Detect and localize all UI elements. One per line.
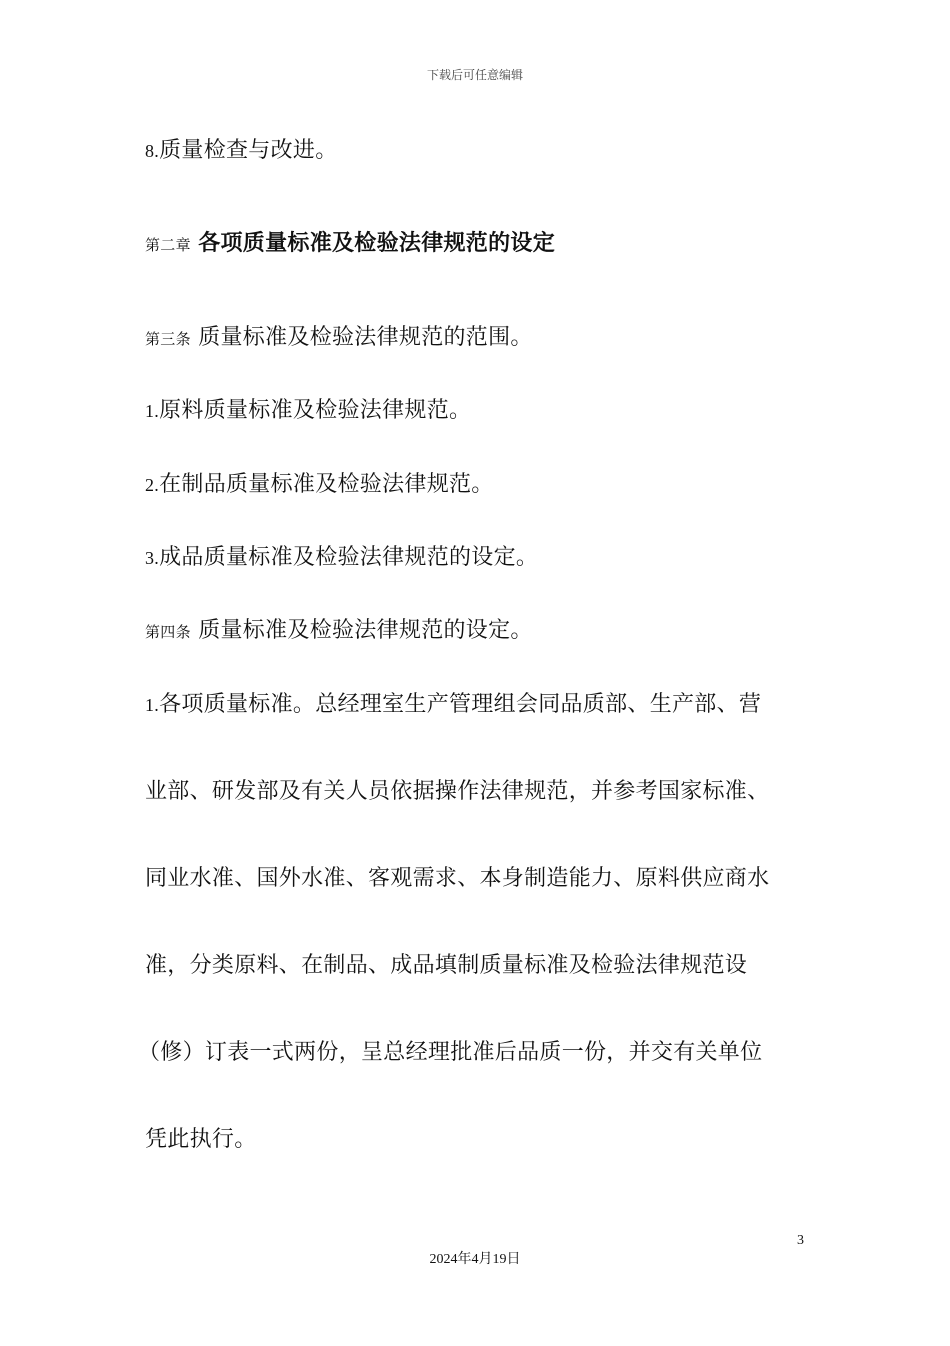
chapter-heading — [145, 229, 810, 260]
paragraph-text: 各项质量标准。总经理室生产管理组会同品质部、生产部、营 — [159, 692, 762, 717]
article-label: 第四条 — [145, 623, 191, 641]
chapter-label: 第二章 — [145, 236, 191, 254]
paragraph-line-2: 业部、研发部及有关人员依据操作法律规范，并参考国家标准、 — [145, 779, 770, 804]
paragraph-line-1 — [145, 690, 810, 720]
paragraph-line-6: 凭此执行。 — [145, 1127, 257, 1152]
list-number: 2. — [145, 475, 160, 495]
article-label: 第三条 — [145, 330, 191, 348]
list-text: 质量检查与改进。 — [159, 138, 338, 163]
chapter-title: 各项质量标准及检验法律规范的设定 — [198, 231, 556, 256]
article-text: 质量标准及检验法律规范的设定。 — [198, 618, 533, 643]
list-number: 1. — [145, 401, 160, 421]
page-number: 3 — [797, 1233, 804, 1248]
list-item-8 — [145, 136, 810, 166]
list-number: 3. — [145, 548, 160, 568]
footer-date: 2024年4月19日 — [429, 1252, 521, 1267]
paragraph-line-3: 同业水准、国外水准、客观需求、本身制造能力、原料供应商水 — [145, 866, 770, 891]
header-note: 下载后可任意编辑 — [426, 68, 523, 82]
list-text: 成品质量标准及检验法律规范的设定。 — [159, 545, 539, 570]
paragraph-line-4: 准，分类原料、在制品、成品填制质量标准及检验法律规范设 — [145, 953, 748, 978]
list-item-1 — [145, 396, 810, 426]
article-3 — [145, 323, 810, 354]
article-text: 质量标准及检验法律规范的范围。 — [198, 325, 533, 350]
list-number: 1. — [145, 695, 160, 715]
list-number: 8. — [145, 141, 160, 161]
list-text: 在制品质量标准及检验法律规范。 — [159, 472, 494, 497]
list-item-2 — [145, 470, 810, 500]
article-4 — [145, 616, 810, 647]
paragraph-line-5: （修）订表一式两份，呈总经理批准后品质一份，并交有关单位 — [138, 1040, 763, 1065]
list-text: 原料质量标准及检验法律规范。 — [159, 398, 472, 423]
list-item-3 — [145, 543, 810, 573]
